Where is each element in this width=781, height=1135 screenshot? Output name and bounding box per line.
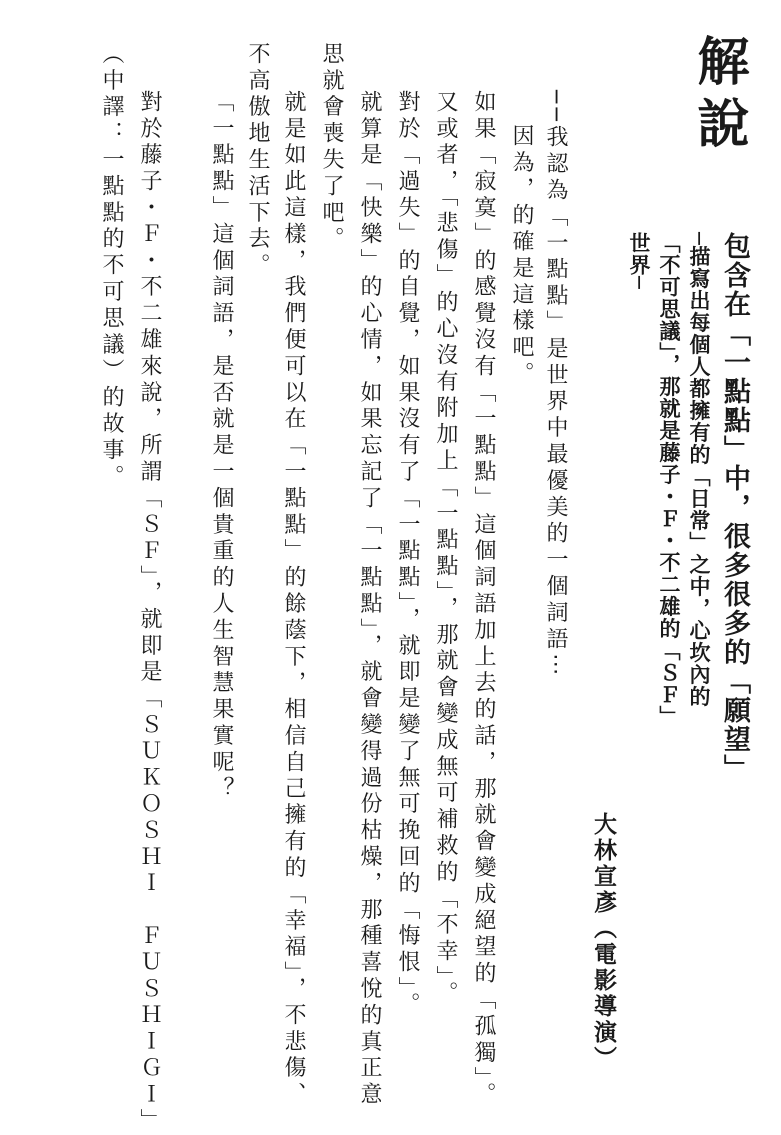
subtitle-block — [604, 232, 754, 872]
body-column: ──我認為「一點點」是世界中最優美的一個詞語⋯ — [543, 90, 568, 680]
body-column: 對於藤子・Ｆ・不二雄來說，所謂「ＳＦ」，就即是「ＳＵＫＯＳＨＩ ＦＵＳＨＩＧＩ」 — [137, 90, 162, 1135]
author-credit: 大林宣彥（電影導演） — [590, 812, 616, 1072]
body-column: 就是如此這樣，我們便可以在「一點點」的餘蔭下，相信自己擁有的「幸福」，不悲傷、 — [281, 90, 306, 1109]
body-column: 又或者，「悲傷」的心沒有附加上「一點點」，那就會變成無可補救的「不幸」。 — [433, 90, 458, 1008]
subtitle-line-1: ─描寫出每個人都擁有的「日常」之中，心坎內的 — [687, 232, 711, 708]
body-column: 思就會喪失了吧。 — [319, 42, 344, 254]
body-column: 不高傲地生活下去。 — [245, 42, 270, 280]
subtitle-main: 包含在「一點點」中，很多很多的「願望」 — [719, 232, 750, 783]
body-column: （中譯：一點點的不可思議）的故事。 — [99, 42, 124, 491]
page-title: 解說 — [688, 34, 748, 158]
body-column: 對於「過失」的自覺，如果沒有了「一點點」，就即是變了無可挽回的「悔恨」。 — [395, 90, 420, 1019]
body-column: 如果「寂寞」的感覺沒有「一點點」這個詞語加上去的話，那就會變成絕望的「孤獨」。 — [471, 90, 496, 1109]
subtitle-line-2: 「不可思議」，那就是藤子・Ｆ・不二雄的「ＳＦ」 — [657, 232, 681, 728]
subtitle-line-3: 世界─ — [627, 232, 651, 290]
body-column: 就算是「快樂」的心情，如果忘記了「一點點」，就會變得過份枯燥，那種喜悅的真正意 — [357, 90, 382, 1109]
body-column: 「一點點」這個詞語，是否就是一個貴重的人生智慧果實呢？ — [209, 90, 234, 803]
body-column: 因為，的確是這樣吧。 — [509, 124, 534, 388]
